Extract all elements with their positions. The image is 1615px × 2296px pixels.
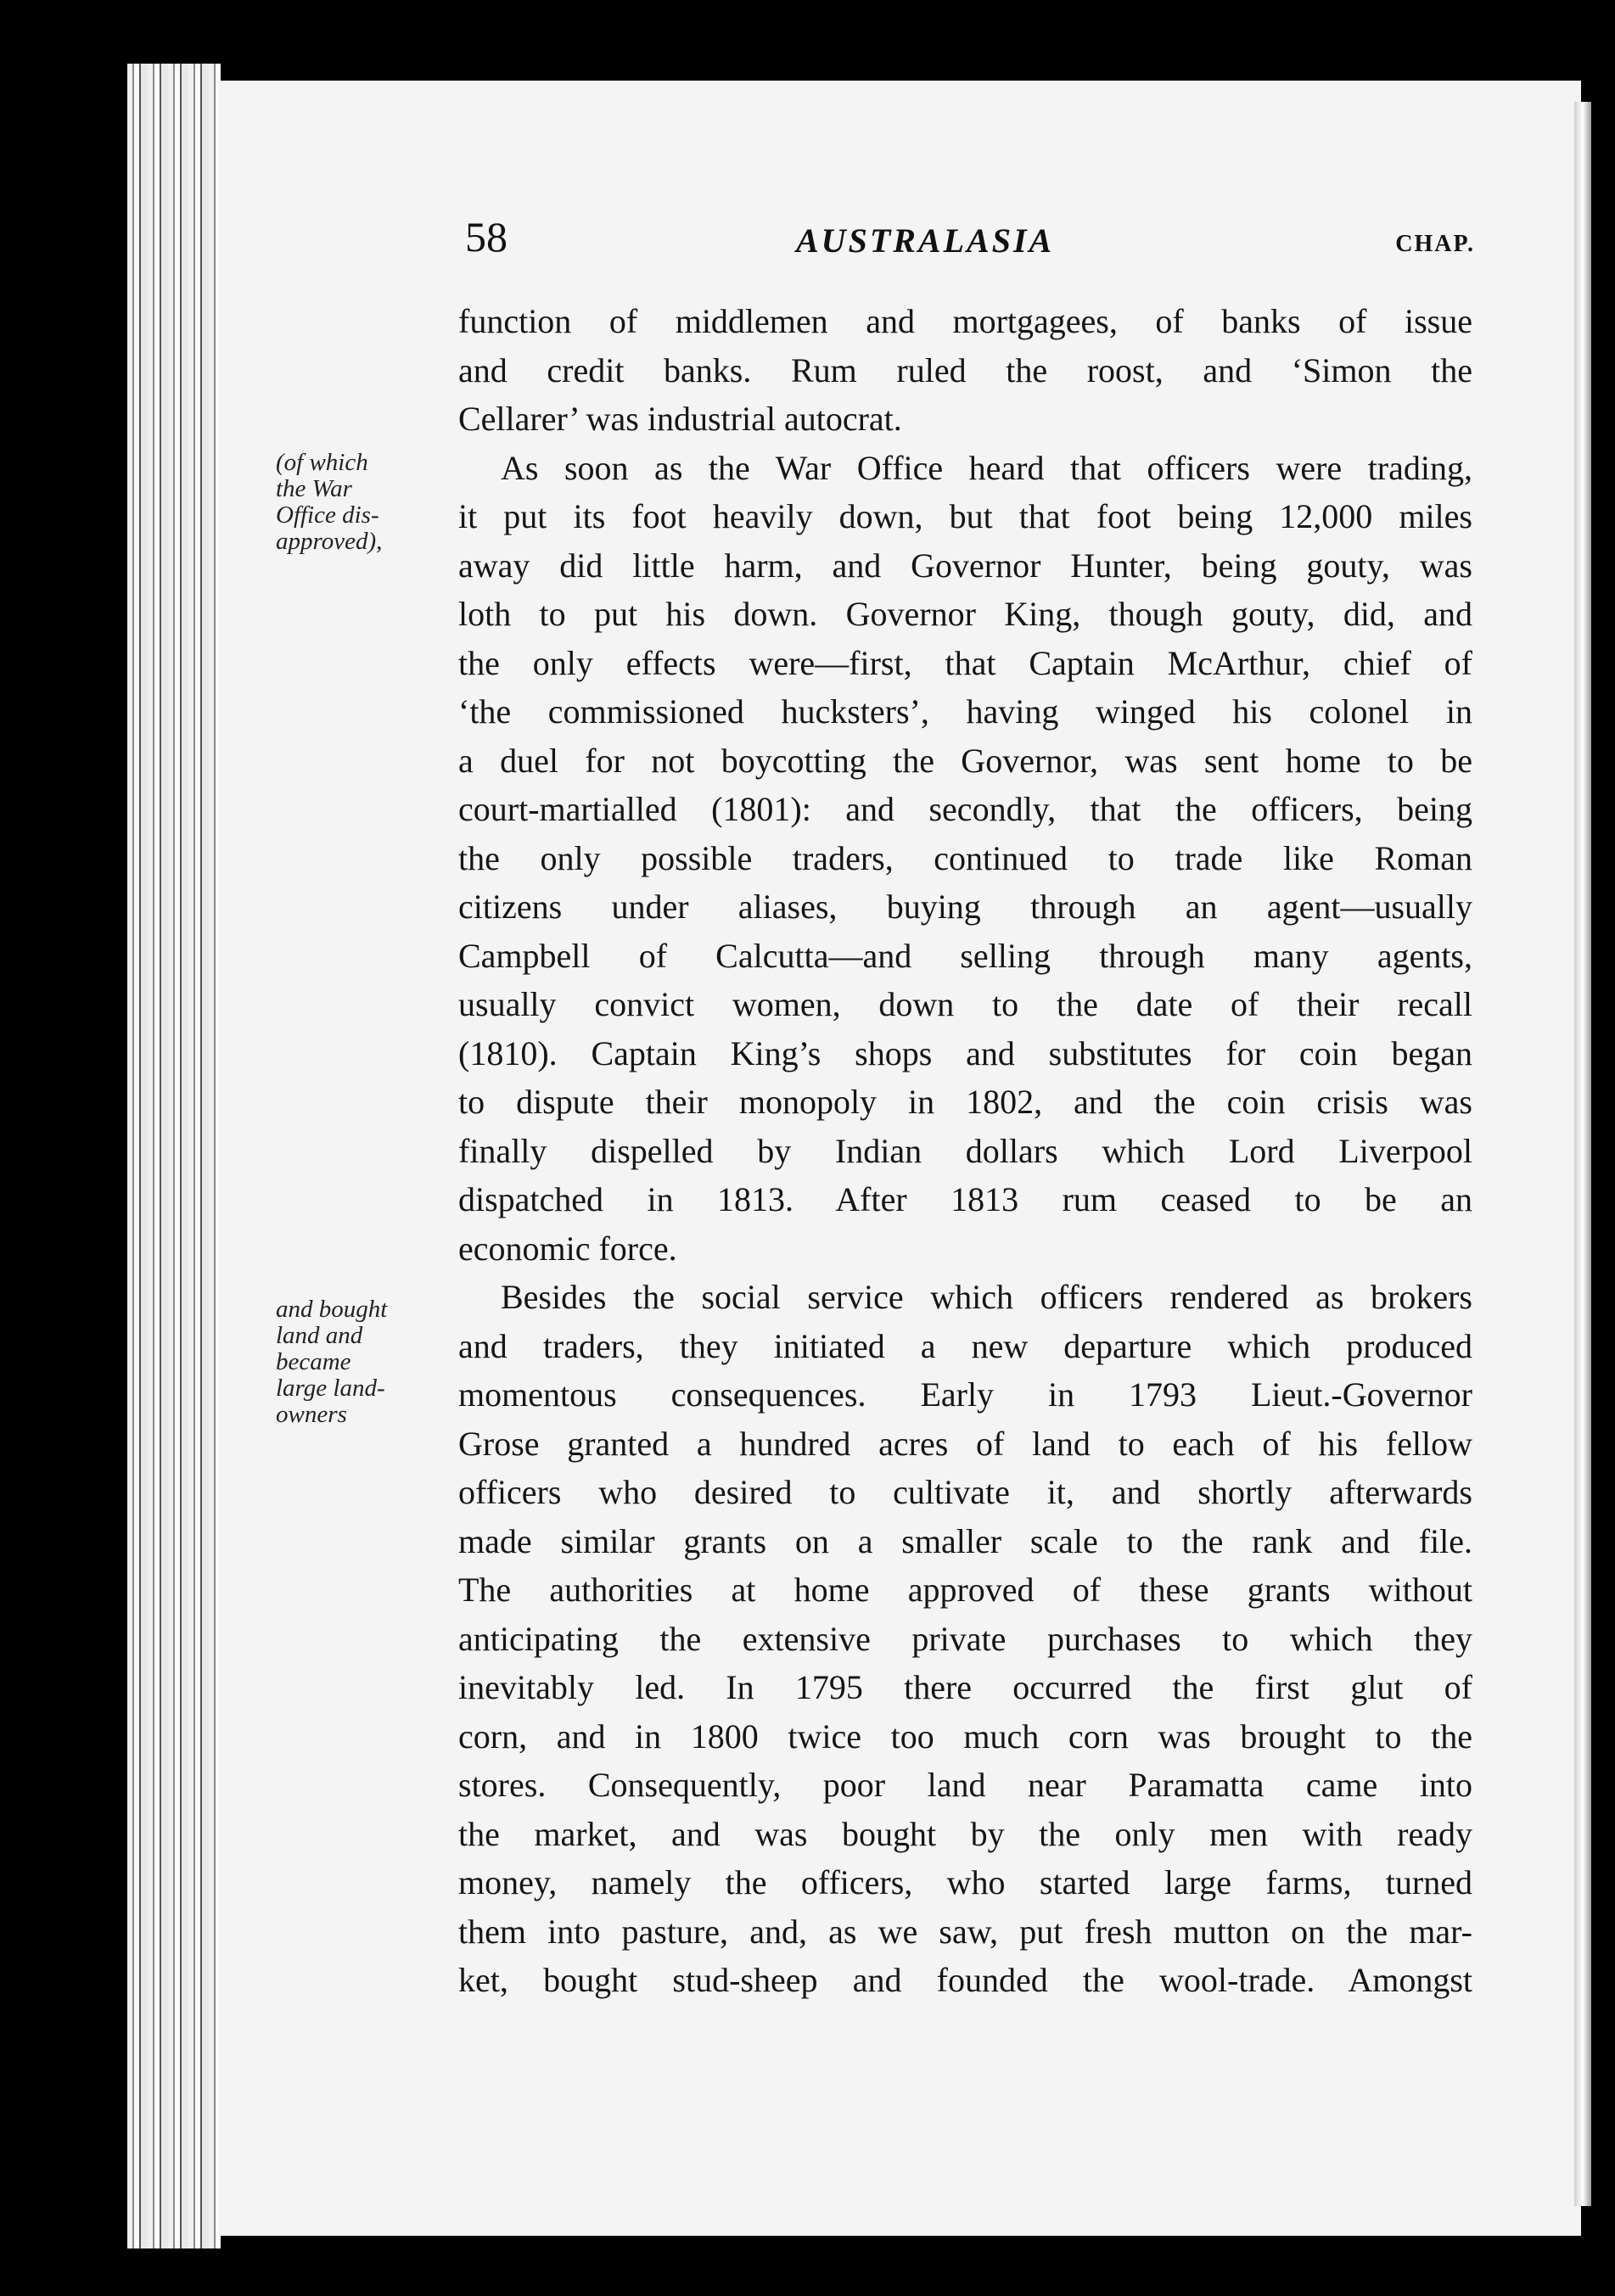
text-line: loth to put his down. Governor King, though gouty, did, and <box>458 595 1472 633</box>
running-title: AUSTRALASIA <box>796 221 1055 260</box>
text-line: the only possible traders, continued to trade like Roman <box>458 838 1472 877</box>
text-line: citizens under aliases, buying through an agent—usually <box>458 888 1472 926</box>
margin-note-line: approved), <box>276 528 383 555</box>
text-line: dispatched in 1813. After 1813 rum ceased to be an <box>458 1180 1472 1218</box>
text-line: inevitably led. In 1795 there occurred the first glut of <box>458 1668 1472 1706</box>
text-line: economic force. <box>458 1229 677 1268</box>
scan-binding-edge <box>127 64 221 2248</box>
text-line: a duel for not boycotting the Governor, was sent home to be <box>458 741 1472 780</box>
text-line: made similar grants on a smaller scale to the rank and file. <box>458 1521 1472 1560</box>
text-line: Cellarer’ was industrial autocrat. <box>458 400 902 438</box>
page-number: 58 <box>465 213 507 260</box>
margin-note-line: the War <box>276 475 352 502</box>
text-line: the market, and was bought by the only men with ready <box>458 1814 1472 1853</box>
margin-note-line: land and <box>276 1322 363 1349</box>
text-line: Campbell of Calcutta—and selling through many agents, <box>458 936 1472 975</box>
body-text <box>458 297 1472 2005</box>
text-line: Grose granted a hundred acres of land to each of his fellow <box>458 1424 1472 1463</box>
text-line: finally dispelled by Indian dollars which Lord Liverpool <box>458 1131 1472 1170</box>
text-line: it put its foot heavily down, but that foot being 12,000 miles <box>458 497 1472 535</box>
text-line: and credit banks. Rum ruled the roost, and ‘Simon the <box>458 350 1472 389</box>
text-line: them into pasture, and, as we saw, put fresh mutton on the mar- <box>458 1912 1472 1951</box>
chapter-abbrev: CHAP. <box>1395 231 1475 257</box>
text-line: As soon as the War Office heard that officers were trading, <box>501 448 1472 487</box>
text-line: The authorities at home approved of these grants without <box>458 1571 1472 1609</box>
margin-note <box>276 1296 446 1428</box>
text-line: away did little harm, and Governor Hunter, being gouty, was <box>458 546 1472 585</box>
text-line: usually convict women, down to the date of their recall <box>458 985 1472 1023</box>
margin-note <box>276 450 446 555</box>
text-line: money, namely the officers, who started large farms, turned <box>458 1863 1472 1901</box>
margin-note-line: owners <box>276 1401 347 1428</box>
text-line: anticipating the extensive private purchases to which they <box>458 1619 1472 1658</box>
text-line: to dispute their monopoly in 1802, and the coin crisis was <box>458 1083 1472 1121</box>
text-line: Besides the social service which officers rendered as brokers <box>501 1278 1472 1316</box>
margin-note-line: and bought <box>276 1296 388 1323</box>
text-line: stores. Consequently, poor land near Paramatta came into <box>458 1766 1472 1804</box>
text-line: (1810). Captain King’s shops and substitutes for coin began <box>458 1033 1472 1072</box>
text-line: officers who desired to cultivate it, and shortly afterwards <box>458 1473 1472 1511</box>
text-line: the only effects were—first, that Captain McArthur, chief of <box>458 643 1472 682</box>
margin-note-line: Office dis- <box>276 501 379 529</box>
text-line: function of middlemen and mortgagees, of banks of issue <box>458 302 1472 340</box>
margin-note-line: large land- <box>276 1375 385 1402</box>
text-line: ket, bought stud-sheep and founded the wool-trade. Amongst <box>458 1961 1472 1999</box>
text-line: momentous consequences. Early in 1793 Lieut.-Governor <box>458 1375 1472 1414</box>
margin-note-line: became <box>276 1348 351 1375</box>
margin-note-line: (of which <box>276 449 368 476</box>
text-line: corn, and in 1800 twice too much corn was brought to the <box>458 1716 1472 1756</box>
text-line: ‘the commissioned hucksters’, having winged his colonel in <box>458 692 1472 731</box>
page-header <box>465 212 1475 272</box>
text-line: and traders, they initiated a new departure which produced <box>458 1326 1472 1365</box>
text-line: court-martialled (1801): and secondly, that the officers, being <box>458 790 1472 828</box>
scan-page-edge <box>1574 102 1591 2206</box>
